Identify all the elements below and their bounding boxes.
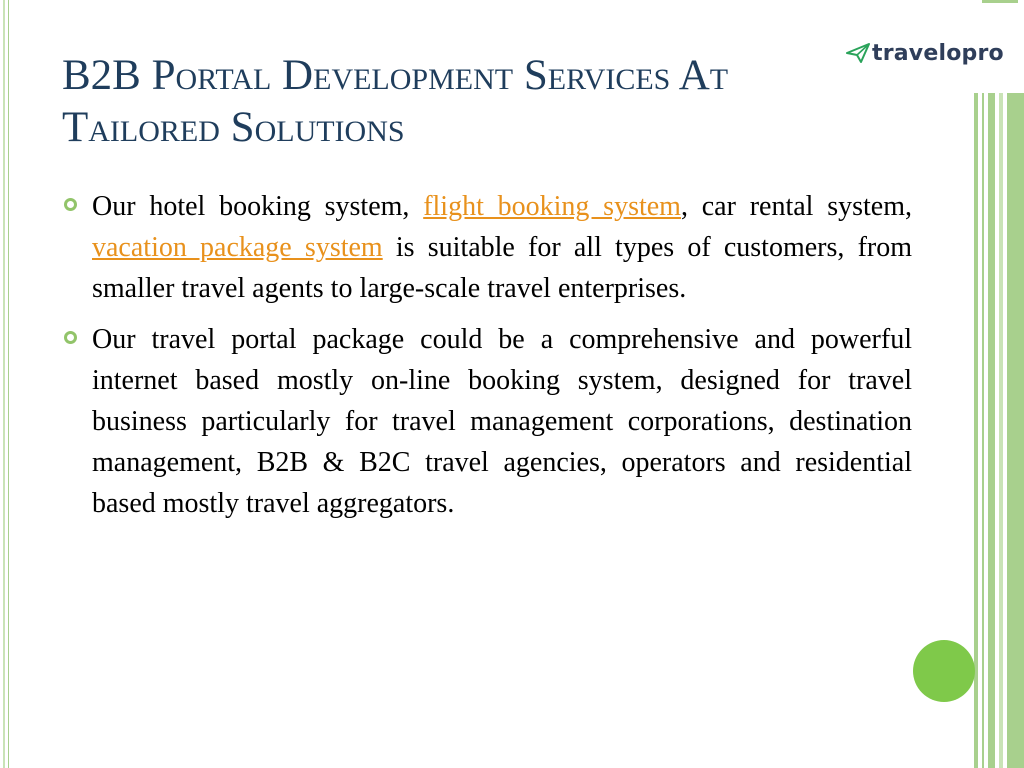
left-border-decoration bbox=[0, 0, 9, 768]
bullet-text-segment: , car rental system, bbox=[680, 191, 912, 222]
bullet-text-segment: Our hotel booking system, bbox=[92, 191, 424, 222]
right-stripes-decoration bbox=[974, 93, 1024, 768]
paper-plane-icon bbox=[846, 42, 870, 64]
flight-booking-system-link[interactable]: flight booking system bbox=[423, 191, 681, 222]
bullet-text: Our travel portal package could be a comprehensive and powerful internet based mostly on-line booking system, designed for travel business particularly for travel management corporations, destination management, B2B & B2C travel agencies, operators and residential based mostly travel aggregators. bbox=[92, 324, 912, 519]
logo-text: travelopro bbox=[872, 40, 1004, 66]
bullet-text-segment: is suitable for all types of customers, from smaller travel agents to large-scale travel enterprises. bbox=[92, 232, 912, 304]
ring-bullet-icon bbox=[64, 198, 77, 211]
top-corner-mark bbox=[982, 0, 1018, 3]
slide-title: B2B Portal Development Services At Tailored Solutions bbox=[62, 52, 729, 151]
travelopro-logo bbox=[846, 38, 1004, 68]
ring-bullet-icon bbox=[64, 331, 77, 344]
list-item bbox=[62, 319, 912, 524]
bullet-text bbox=[92, 186, 912, 309]
list-item bbox=[62, 186, 912, 309]
vacation-package-system-link[interactable]: vacation package system bbox=[92, 232, 383, 263]
bullet-list bbox=[62, 186, 912, 534]
green-circle-decoration bbox=[913, 640, 975, 702]
